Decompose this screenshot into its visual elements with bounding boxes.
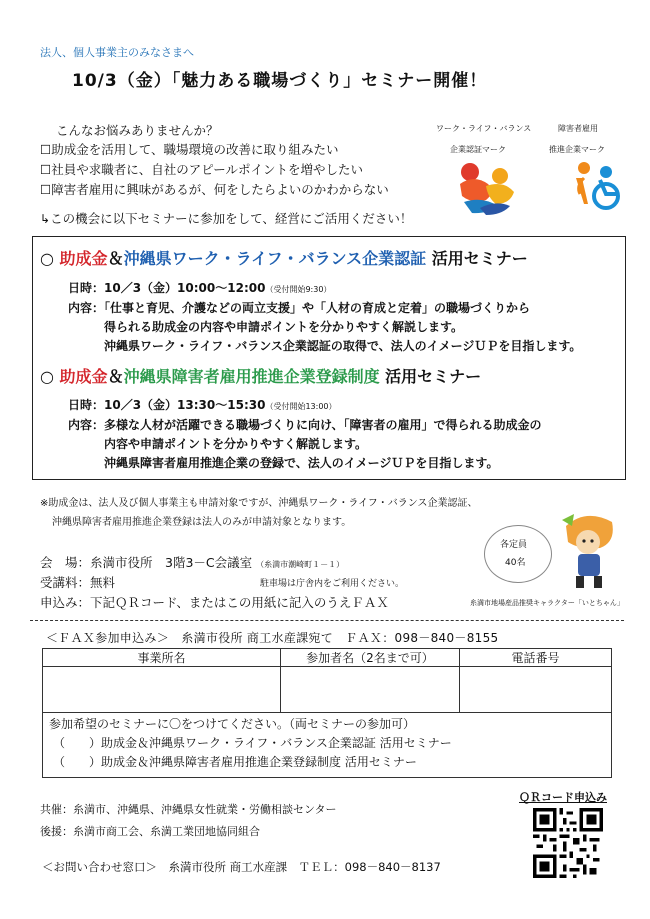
disability-employment-logo-icon <box>570 160 626 214</box>
column-header: 電話番号 <box>460 649 612 667</box>
apply-line: 申込み：下記ＱＲコード、またはこの用紙に記入のうえＦＡＸ <box>40 595 389 610</box>
contact-line: ＜お問い合わせ窓口＞ 糸満市役所 商工水産課 ＴＥＬ：098－840－8137 <box>42 860 441 874</box>
phone-field[interactable] <box>460 667 612 713</box>
cut-line <box>30 620 624 621</box>
mascot-caption: 糸満市地場産品推奨キャラクター「いとちゃん」 <box>470 599 624 607</box>
wlb-logo-label: ワーク・ライフ・バランス <box>436 124 532 133</box>
parking-note: 駐車場は庁舎内をご利用ください。 <box>260 579 405 589</box>
reception-text: （受付開始9:30） <box>265 285 332 294</box>
seminar1-time <box>68 279 331 296</box>
seminar2-name: 沖縄県障害者雇用推進企業登録制度 <box>123 367 380 386</box>
wlb-logo-label: 企業認証マーク <box>450 145 506 154</box>
column-header: 事業所名 <box>43 649 281 667</box>
time-text: 日時：10／3（金）13:30～15:30 <box>68 398 266 412</box>
choice-option-2[interactable]: （ ）助成金＆沖縄県障害者雇用推進企業登録制度 活用セミナー <box>53 755 417 769</box>
capacity-bubble <box>484 525 552 583</box>
fee-line: 受講料：無料 <box>40 575 116 590</box>
column-header: 参加者名（2名まで可） <box>281 649 460 667</box>
circle-mark: ○ <box>40 249 54 268</box>
choice-option-1[interactable]: （ ）助成金＆沖縄県ワーク・ライフ・バランス企業認証 活用セミナー <box>53 736 452 750</box>
amp: ＆ <box>107 249 124 268</box>
dis-logo-label: 障害者雇用 <box>558 124 598 133</box>
seminar-choice-cell <box>43 713 612 778</box>
participant-name-field[interactable] <box>281 667 460 713</box>
seminar2-content: 内容：多様な人材が活躍できる職場づくりに向け、「障害者の雇用」で得られる助成金の <box>68 418 542 432</box>
time-text: 日時：10／3（金）10:00～12:00 <box>68 281 266 295</box>
wlb-logo-icon <box>452 158 522 216</box>
note-line: 沖縄県障害者雇用推進企業登録は法人のみが申請対象となります。 <box>52 517 352 528</box>
note-line: ※助成金は、法人及び個人事業主も申請対象ですが、沖縄県ワーク・ライフ・バランス企業認証、 <box>40 498 478 509</box>
seminar2-content: 内容や申請ポイントを分かりやすく解説します。 <box>104 437 368 451</box>
concern-item: ☐社員や求職者に、自社のアピールポイントを増やしたい <box>40 162 363 177</box>
dis-logo-label: 推進企業マーク <box>549 145 605 154</box>
page-title: 10/3（金）「魅力ある職場づくり」セミナー開催！ <box>72 71 488 91</box>
seminar2-title <box>40 364 481 387</box>
reception-text: （受付開始13:00） <box>265 402 337 411</box>
amp: ＆ <box>107 367 124 386</box>
qr-code-icon[interactable] <box>533 808 603 878</box>
seminar1-content: 内容：「仕事と育児、介護などの両立支援」や「人材の育成と定着」の職場づくりから <box>68 301 531 315</box>
seminar-suffix: 活用セミナー <box>431 249 528 268</box>
seminar-suffix: 活用セミナー <box>385 367 482 386</box>
seminar1-content: 得られる助成金の内容や申請ポイントを分かりやすく解説します。 <box>104 320 464 334</box>
choice-instruction: 参加希望のセミナーに〇をつけてください。（両セミナーの参加可） <box>49 717 416 731</box>
call-to-action <box>40 209 412 227</box>
call-text: この機会に以下セミナーに参加をして、経営にご活用ください！ <box>50 211 413 226</box>
concern-item: ☐障害者雇用に興味があるが、何をしたらよいのかわからない <box>40 182 389 197</box>
joseikin-label: 助成金 <box>59 249 108 268</box>
qr-label: ＱＲコード申込み <box>519 791 607 804</box>
fax-form <box>42 648 612 778</box>
support-line: 後援：糸満市商工会、糸満工業団地協同組合 <box>40 825 260 838</box>
mascot-icon <box>556 512 618 592</box>
fax-heading: ＜ＦＡＸ参加申込み＞ 糸満市役所 商工水産課宛て ＦＡＸ：098－840－8155 <box>46 631 499 645</box>
venue-line <box>40 553 344 571</box>
capacity-label: 各定員 <box>500 540 528 550</box>
seminar1-title <box>40 246 528 269</box>
joseikin-label: 助成金 <box>59 367 108 386</box>
venue-text: 会 場：糸満市役所 3階3－C会議室 <box>40 555 253 570</box>
seminar1-content: 沖縄県ワーク・ライフ・バランス企業認証の取得で、法人のイメージＵＰを目指します。 <box>104 339 582 353</box>
seminar1-name: 沖縄県ワーク・ライフ・バランス企業認証 <box>123 249 427 268</box>
circle-mark: ○ <box>40 367 54 386</box>
lead-text: 法人、個人事業主のみなさまへ <box>40 46 194 59</box>
capacity-value: 40名 <box>505 558 526 568</box>
concern-item: ☐助成金を活用して、職場環境の改善に取り組みたい <box>40 142 339 157</box>
seminar2-content: 沖縄県障害者雇用推進企業の登録で、法人のイメージＵＰを目指します。 <box>104 456 499 470</box>
company-name-field[interactable] <box>43 667 281 713</box>
concerns-heading: こんなお悩みありませんか？ <box>56 123 219 138</box>
venue-address: （糸満市潮崎町１－１） <box>256 560 345 569</box>
cohost-line: 共催：糸満市、沖縄県、沖縄県女性就業・労働相談センター <box>40 803 337 816</box>
return-arrow-icon: ↳ <box>40 212 51 226</box>
seminar2-time <box>68 396 337 413</box>
